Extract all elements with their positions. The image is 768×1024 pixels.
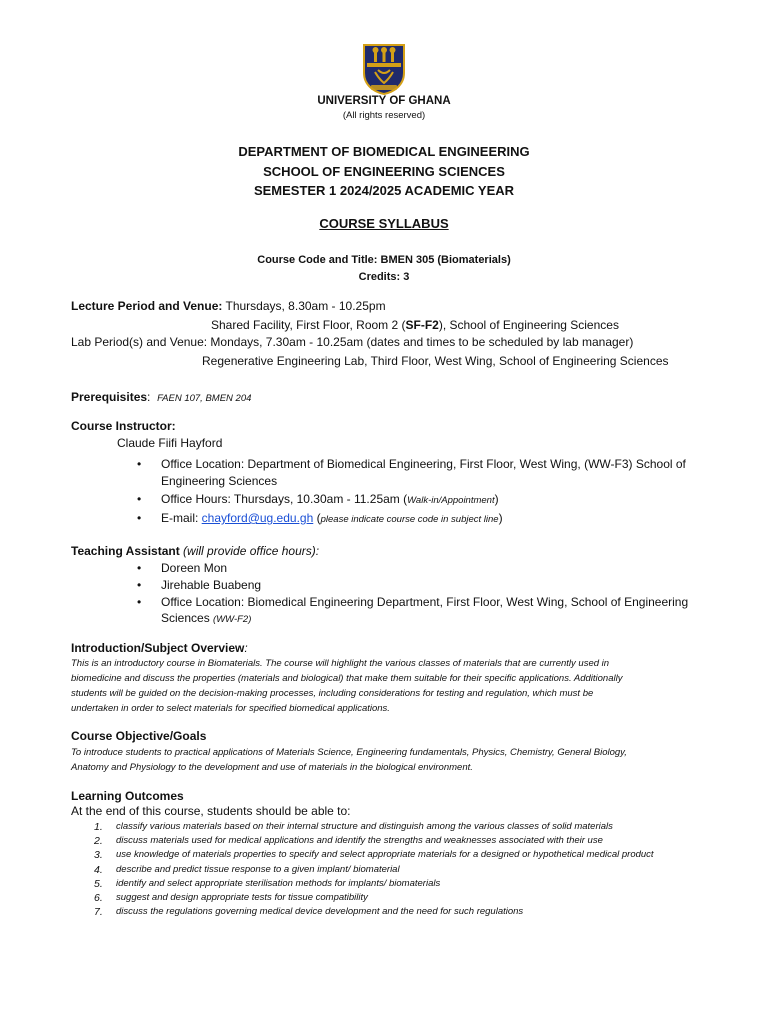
email-note-open: ( <box>313 511 321 525</box>
instructor-office-hours <box>161 492 499 506</box>
bullet-marker: • <box>137 578 142 592</box>
school-name: SCHOOL OF ENGINEERING SCIENCES <box>263 164 505 179</box>
office-hours-note: Walk-in/Appointment <box>407 495 495 506</box>
lecture-venue-text: Shared Facility, First Floor, Room 2 ( <box>211 318 406 332</box>
lab-venue: Regenerative Engineering Lab, Third Floor, West Wing, School of Engineering Sciences <box>202 354 669 368</box>
list-item <box>94 863 696 877</box>
bullet-marker: • <box>137 561 142 575</box>
ta-office-line1: Office Location: Biomedical Engineering Department, First Floor, West Wing, School of Engineering <box>161 595 689 609</box>
bullet-marker: • <box>137 492 142 506</box>
item-number: 5. <box>94 877 103 890</box>
item-text: suggest and design appropriate tests for tissue compatibility <box>116 892 368 904</box>
intro-line: biomedicine and discuss the properties (materials and biological) that make them suitable for their specific applications. Additionally <box>71 673 623 684</box>
lab-period: Lab Period(s) and Venue: Mondays, 7.30am - 10.25am (dates and times to be scheduled by lab manager) <box>71 335 634 349</box>
intro-heading-colon: : <box>244 641 248 655</box>
lecture-venue-school: ), School of Engineering Sciences <box>438 318 619 332</box>
lecture-venue-code: SF-F2 <box>405 318 439 332</box>
item-number: 4. <box>94 863 103 876</box>
ta-office-line2 <box>161 611 251 625</box>
item-text: identify and select appropriate sterilisation methods for implants/ biomaterials <box>116 877 441 889</box>
list-item <box>94 848 696 862</box>
outcomes-list <box>94 820 696 919</box>
list-item <box>94 891 696 905</box>
item-text: use knowledge of materials properties to specify and select appropriate materials for a designed or hypothetical medical product <box>116 849 654 861</box>
ta-office-code: (WW-F2) <box>213 614 252 625</box>
item-number: 7. <box>94 906 103 919</box>
objective-line: To introduce students to practical applications of Materials Science, Engineering fundamentals, Physics, Chemistry, General Biology, <box>71 747 627 758</box>
ta-note: (will provide office hours): <box>179 544 320 558</box>
ta-label: Teaching Assistant <box>71 544 180 558</box>
document-title: COURSE SYLLABUS <box>319 216 449 231</box>
list-item <box>94 834 696 848</box>
university-name: UNIVERSITY OF GHANA <box>317 95 451 107</box>
list-item <box>94 820 696 834</box>
list-item <box>94 905 696 919</box>
lecture-time: Thursdays, 8.30am - 10.25pm <box>222 299 386 313</box>
course-credits: Credits: 3 <box>358 271 410 283</box>
instructor-office-line1: Office Location: Department of Biomedical Engineering, First Floor, West Wing, (WW-F3) School of <box>161 457 686 471</box>
item-number: 6. <box>94 892 103 905</box>
item-text: discuss materials used for medical applications and identify the strengths and weaknesses associated with their use <box>116 835 603 847</box>
office-hours-close: ) <box>494 492 499 506</box>
prerequisites <box>71 390 251 404</box>
course-code-title: Course Code and Title: BMEN 305 (Biomaterials) <box>257 254 511 266</box>
prerequisites-colon: : <box>147 390 151 404</box>
intro-heading-text: Introduction/Subject Overview <box>71 641 245 655</box>
bullet-marker: • <box>137 511 142 525</box>
lecture-venue <box>211 318 619 332</box>
bullet-marker: • <box>137 457 142 471</box>
lecture-period <box>71 299 386 313</box>
item-text: describe and predict tissue response to a given implant/ biomaterial <box>116 863 400 875</box>
instructor-heading: Course Instructor: <box>71 419 176 433</box>
objective-line: Anatomy and Physiology to the development and use of materials in the biological environment. <box>71 762 473 773</box>
rights-notice: (All rights reserved) <box>342 110 426 121</box>
email-note-close: ) <box>498 511 503 525</box>
prerequisites-value: FAEN 107, BMEN 204 <box>157 393 252 404</box>
objective-paragraph <box>71 745 691 775</box>
intro-line: students will be guided on the decision-making processes, including considerations for testing and regulation, which must be <box>71 688 594 699</box>
objective-heading: Course Objective/Goals <box>71 729 207 743</box>
prerequisites-label: Prerequisites <box>71 390 148 404</box>
intro-heading <box>71 641 248 655</box>
intro-line: undertaken in order to select materials for specified biomedical applications. <box>71 703 390 714</box>
item-number: 3. <box>94 849 103 862</box>
instructor-name: Claude Fiifi Hayford <box>117 436 223 450</box>
list-item <box>94 877 696 891</box>
outcomes-heading: Learning Outcomes <box>71 789 184 803</box>
ta-name: Jirehable Buabeng <box>161 578 262 592</box>
bullet-marker: • <box>137 595 142 609</box>
university-crest-logo <box>361 43 407 95</box>
ta-name: Doreen Mon <box>161 561 228 575</box>
instructor-email <box>161 511 503 525</box>
instructor-office-line2: Engineering Sciences <box>161 474 278 488</box>
ta-office-text: Sciences <box>161 611 214 625</box>
semester-title: SEMESTER 1 2024/2025 ACADEMIC YEAR <box>253 183 515 198</box>
lecture-label: Lecture Period and Venue: <box>71 299 223 313</box>
intro-line: This is an introductory course in Biomaterials. The course will highlight the various classes of materials that are currently used in <box>71 658 610 669</box>
email-note: please indicate course code in subject line <box>320 514 499 525</box>
intro-paragraph <box>71 656 691 716</box>
item-text: discuss the regulations governing medical device development and the need for such regulations <box>116 906 524 918</box>
email-link[interactable]: chayford@ug.edu.gh <box>201 511 314 525</box>
office-hours-text: Office Hours: Thursdays, 10.30am - 11.25am ( <box>161 492 408 506</box>
ta-heading <box>71 544 319 558</box>
email-label: E-mail: <box>161 511 202 525</box>
item-text: classify various materials based on their internal structure and distinguish among the various classes of solid materials <box>116 821 613 832</box>
department-name: DEPARTMENT OF BIOMEDICAL ENGINEERING <box>238 144 530 159</box>
outcomes-intro: At the end of this course, students should be able to: <box>71 804 351 818</box>
item-number: 1. <box>94 821 103 833</box>
item-number: 2. <box>94 835 103 848</box>
